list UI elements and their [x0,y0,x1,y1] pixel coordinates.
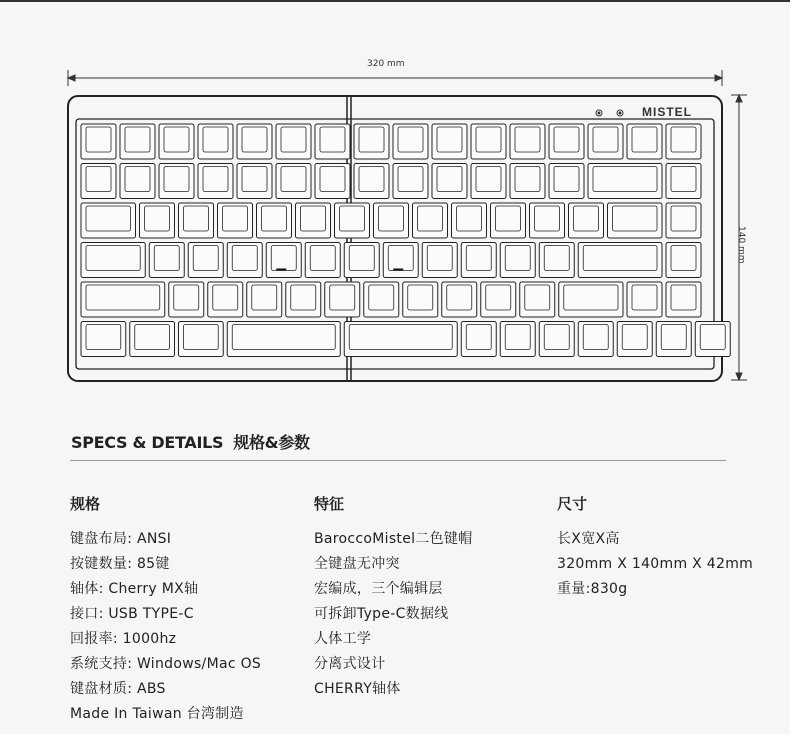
feature-line: 可拆卸Type-C数据线 [314,606,449,622]
feature-line: 宏编成，三个编辑层 [314,581,443,597]
mistel-logo: MISTEL [642,105,692,119]
spec-line: 按键数量: 85键 [70,556,170,572]
section-title [71,430,310,453]
specs-column [70,494,261,727]
feature-line: 分离式设计 [314,656,386,672]
keycap [81,243,145,278]
spec-line: 轴体: Cherry MX轴 [70,581,199,597]
width-dimension [68,70,722,86]
keycap [130,322,175,357]
feature-line: BaroccoMistel二色键帽 [314,531,473,547]
keycap [179,322,224,357]
spec-line: 接口: USB TYPE-C [70,606,194,622]
keycap [588,164,662,199]
feature-line: CHERRY轴体 [314,681,401,697]
spec-line: 系统支持: Windows/Mac OS [70,656,262,672]
size-heading: 尺寸 [557,495,588,513]
spec-line: 键盘布局: ANSI [70,531,172,547]
height-label: 140 mm [736,226,746,264]
divider [70,460,726,461]
size-line: 320mm X 140mm X 42mm [557,556,754,572]
keycap [227,322,340,357]
specs-heading: 规格 [70,495,101,513]
keycap [344,322,457,357]
keycap [559,282,623,317]
size-line: 长X宽X高 [557,531,620,547]
section-title-en: SPECS & DETAILS [71,433,224,452]
keycap [578,243,662,278]
keycap [81,322,126,357]
size-line: 重量:830g [557,581,628,597]
indicator-leds [596,110,623,116]
features-heading: 特征 [314,495,345,513]
size-column [557,494,753,602]
keycap-grid [81,124,730,357]
features-column [314,494,473,702]
keycap [81,203,136,238]
section-title-zh: 规格&参数 [233,433,310,452]
keycap [608,203,663,238]
spec-line: Made In Taiwan 台湾制造 [70,706,244,722]
spec-line: 键盘材质: ABS [70,681,166,697]
keycap [81,282,165,317]
spec-line: 回报率: 1000hz [70,631,177,647]
feature-line: 人体工学 [314,631,372,647]
feature-line: 全键盘无冲突 [314,556,400,572]
width-label: 320 mm [367,59,405,69]
